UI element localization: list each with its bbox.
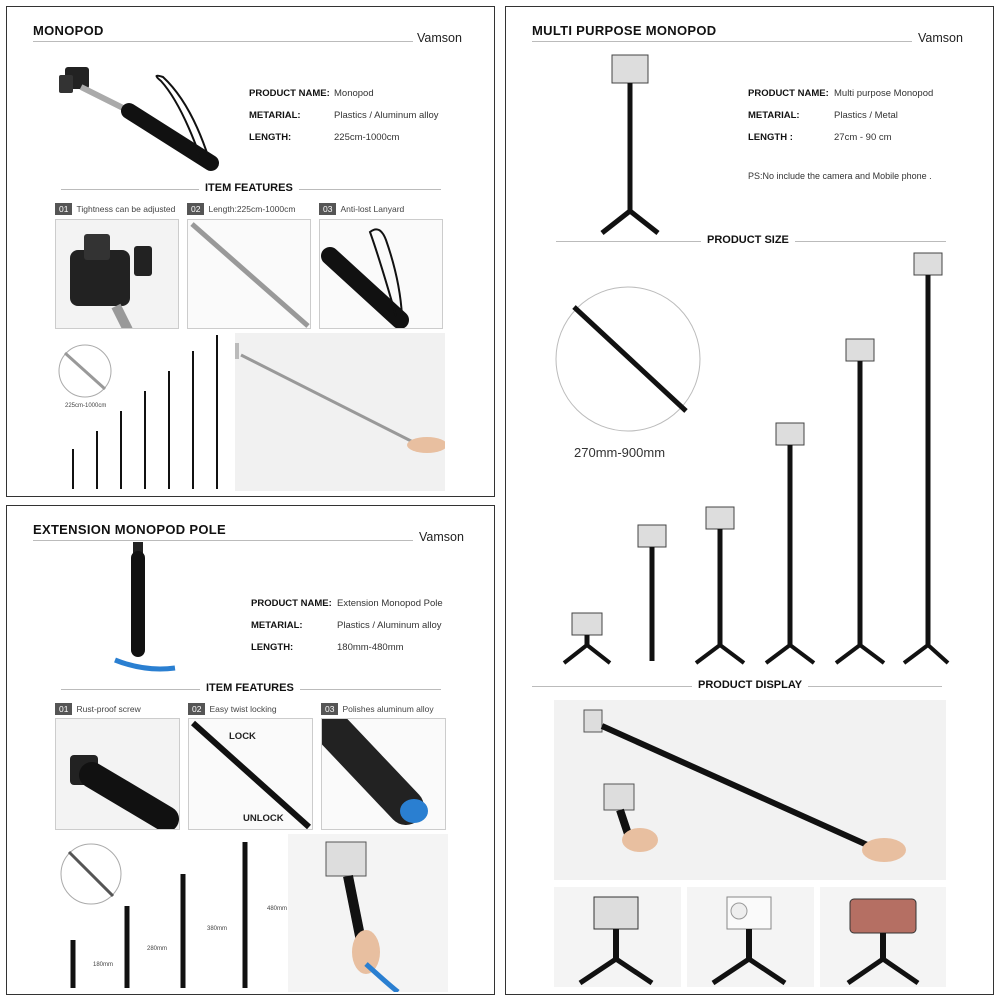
spec-list	[249, 83, 439, 149]
spec-value: 27cm - 90 cm	[834, 132, 892, 143]
feature-image-alloy	[321, 718, 446, 830]
brand-label: Vamson	[918, 31, 963, 45]
feature-image-lock	[188, 718, 313, 830]
panel-title: MONOPOD	[33, 23, 104, 38]
feature-image-length	[187, 219, 311, 329]
range-label: 270mm-900mm	[574, 445, 666, 460]
size-progression-image	[55, 840, 295, 990]
feature-number: 03	[321, 703, 338, 715]
multi-purpose-panel	[505, 6, 994, 995]
display-photo-camera	[554, 887, 681, 987]
height-label-1: 180mm	[93, 962, 114, 968]
feature-text: Anti-lost Lanyard	[340, 204, 405, 214]
spec-value: 225cm-1000cm	[334, 132, 400, 143]
feature-image-lanyard	[319, 219, 443, 329]
panel-title: EXTENSION MONOPOD POLE	[33, 522, 226, 537]
panel-title: MULTI PURPOSE MONOPOD	[532, 23, 717, 38]
usage-photo	[288, 834, 448, 992]
spec-key: PRODUCT NAME:	[748, 88, 829, 99]
monopod-panel	[6, 6, 495, 497]
display-photo-main	[554, 700, 946, 880]
height-label-3: 380mm	[207, 926, 228, 932]
spec-value: Extension Monopod Pole	[337, 598, 443, 609]
size-progression-image	[55, 341, 235, 491]
feature-text: Easy twist locking	[209, 704, 277, 714]
title-rule	[33, 540, 413, 541]
brand-label: Vamson	[419, 530, 464, 544]
usage-photo	[235, 333, 445, 491]
title-rule	[33, 41, 413, 42]
section-heading: ITEM FEATURES	[199, 182, 299, 194]
size-progression-image	[556, 247, 946, 667]
feature-label-3	[319, 203, 404, 215]
spec-key: METARIAL:	[748, 110, 800, 121]
feature-number: 02	[187, 203, 204, 215]
spec-list	[251, 593, 443, 659]
extension-pole-product-image	[95, 540, 185, 680]
spec-key: LENGTH:	[249, 132, 292, 143]
spec-key: METARIAL:	[249, 110, 301, 121]
height-label-4: 480mm	[267, 906, 288, 912]
feature-number: 02	[188, 703, 205, 715]
brand-label: Vamson	[417, 31, 462, 45]
range-label: 225cm-1000cm	[65, 403, 107, 409]
note-text: PS:No include the camera and Mobile phone .	[748, 171, 932, 181]
feature-number: 03	[319, 203, 336, 215]
spec-key: PRODUCT NAME:	[251, 598, 332, 609]
spec-key: LENGTH :	[748, 132, 793, 143]
spec-key: LENGTH:	[251, 642, 294, 653]
spec-list	[748, 83, 933, 149]
feature-number: 01	[55, 703, 72, 715]
extension-pole-panel	[6, 505, 495, 995]
height-label-2: 280mm	[147, 946, 168, 952]
feature-label-3	[321, 703, 434, 715]
feature-text: Rust-proof screw	[76, 704, 141, 714]
lock-label: LOCK	[229, 731, 256, 742]
feature-label-2	[188, 703, 277, 715]
feature-text: Polishes aluminum alloy	[342, 704, 434, 714]
section-heading: ITEM FEATURES	[200, 682, 300, 694]
display-photo-phone	[820, 887, 946, 987]
spec-value: Plastics / Metal	[834, 110, 898, 121]
display-photo-compact-camera	[687, 887, 814, 987]
display-section-heading: PRODUCT DISPLAY	[692, 679, 808, 691]
feature-text: Length:225cm-1000cm	[208, 204, 296, 214]
spec-value: Monopod	[334, 88, 374, 99]
feature-text: Tightness can be adjusted	[76, 204, 176, 214]
feature-image-tightness	[55, 219, 179, 329]
spec-value: Multi purpose Monopod	[834, 88, 934, 99]
unlock-label: UNLOCK	[243, 813, 284, 824]
spec-key: PRODUCT NAME:	[249, 88, 330, 99]
size-section-heading: PRODUCT SIZE	[701, 234, 795, 246]
spec-value: Plastics / Aluminum alloy	[337, 620, 442, 631]
feature-label-1	[55, 203, 175, 215]
feature-label-1	[55, 703, 141, 715]
feature-image-screw	[55, 718, 180, 830]
spec-value: 180mm-480mm	[337, 642, 404, 653]
spec-value: Plastics / Aluminum alloy	[334, 110, 439, 121]
multi-monopod-product-image	[592, 51, 672, 236]
title-rule	[532, 41, 912, 42]
spec-key: METARIAL:	[251, 620, 303, 631]
feature-number: 01	[55, 203, 72, 215]
monopod-product-image	[51, 63, 221, 183]
feature-label-2	[187, 203, 295, 215]
